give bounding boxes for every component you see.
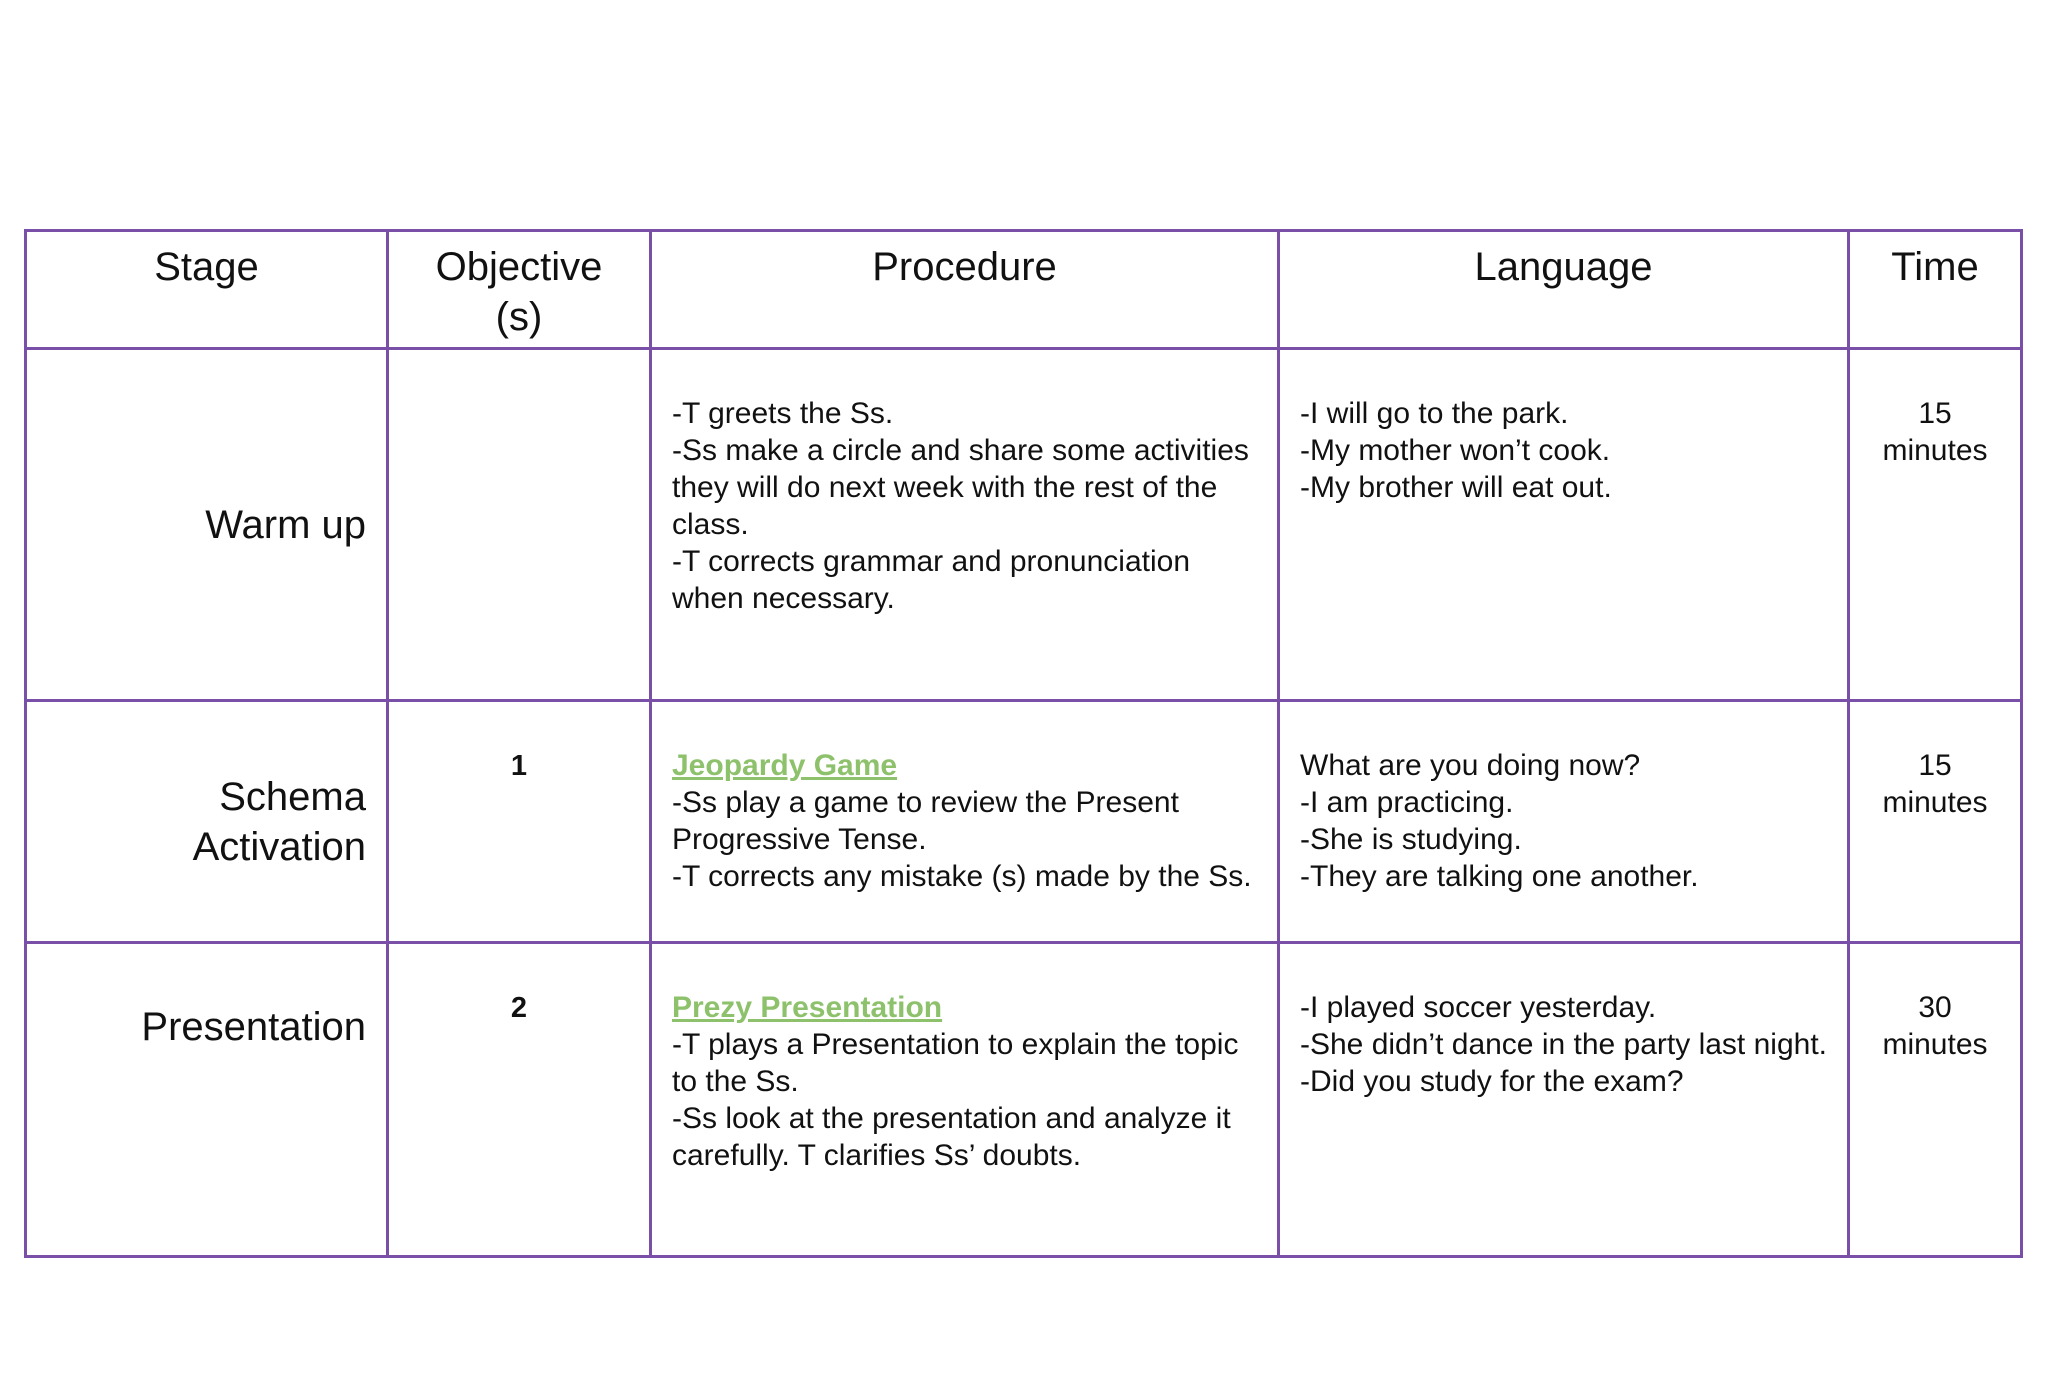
procedure-cell — [651, 943, 1279, 1257]
language-line: -My brother will eat out. — [1300, 471, 1612, 504]
language-line: -I will go to the park. — [1300, 397, 1569, 430]
stage-line: Activation — [192, 824, 366, 869]
stage-line: Schema — [219, 774, 366, 819]
prezy-presentation-link[interactable]: Prezy Presentation — [672, 991, 943, 1024]
time-unit: minutes — [1882, 786, 1988, 819]
procedure-line: -T greets the Ss. — [672, 397, 894, 430]
procedure-line: -T corrects grammar and pronunciation when necessary. — [672, 545, 1190, 615]
procedure-line: -Ss play a game to review the Present Progressive Tense. — [672, 786, 1179, 856]
language-cell — [1279, 349, 1849, 701]
table-row — [26, 349, 2022, 701]
language-line: -I played soccer yesterday. — [1300, 991, 1657, 1024]
jeopardy-game-link[interactable]: Jeopardy Game — [672, 749, 898, 782]
procedure-cell — [651, 349, 1279, 701]
procedure-cell — [651, 701, 1279, 943]
procedure-line: -T plays a Presentation to explain the topic to the Ss. — [672, 1028, 1239, 1098]
time-cell — [1849, 701, 2022, 943]
stage-cell: Warm up — [26, 349, 388, 701]
procedure-line: -Ss make a circle and share some activities they will do next week with the rest of the class. — [672, 434, 1249, 541]
header-stage: Stage — [26, 231, 388, 349]
table-row — [26, 701, 2022, 943]
language-line: -Did you study for the exam? — [1300, 1065, 1684, 1098]
language-cell — [1279, 943, 1849, 1257]
objective-cell: 1 — [388, 701, 651, 943]
language-line: What are you doing now? — [1300, 749, 1641, 782]
time-value: 15 — [1918, 397, 1952, 430]
header-row — [26, 231, 2022, 349]
language-cell — [1279, 701, 1849, 943]
stage-cell: Presentation — [26, 943, 388, 1257]
time-unit: minutes — [1882, 1028, 1988, 1061]
objective-cell — [388, 349, 651, 701]
language-line: -She didn’t dance in the party last night. — [1300, 1028, 1827, 1061]
table-row — [26, 943, 2022, 1257]
procedure-line: -T corrects any mistake (s) made by the Ss. — [672, 860, 1252, 893]
stage-cell — [26, 701, 388, 943]
time-unit: minutes — [1882, 434, 1988, 467]
lesson-plan-table — [24, 229, 2023, 1258]
time-cell — [1849, 349, 2022, 701]
header-language: Language — [1279, 231, 1849, 349]
procedure-line: -Ss look at the presentation and analyze it carefully. T clarifies Ss’ doubts. — [672, 1102, 1231, 1172]
header-procedure: Procedure — [651, 231, 1279, 349]
time-value: 15 — [1918, 749, 1952, 782]
header-time: Time — [1849, 231, 2022, 349]
language-line: -My mother won’t cook. — [1300, 434, 1611, 467]
header-objective: Objective (s) — [388, 231, 651, 349]
objective-cell: 2 — [388, 943, 651, 1257]
language-line: -They are talking one another. — [1300, 860, 1699, 893]
time-value: 30 — [1918, 991, 1952, 1024]
time-cell — [1849, 943, 2022, 1257]
language-line: -I am practicing. — [1300, 786, 1514, 819]
language-line: -She is studying. — [1300, 823, 1522, 856]
